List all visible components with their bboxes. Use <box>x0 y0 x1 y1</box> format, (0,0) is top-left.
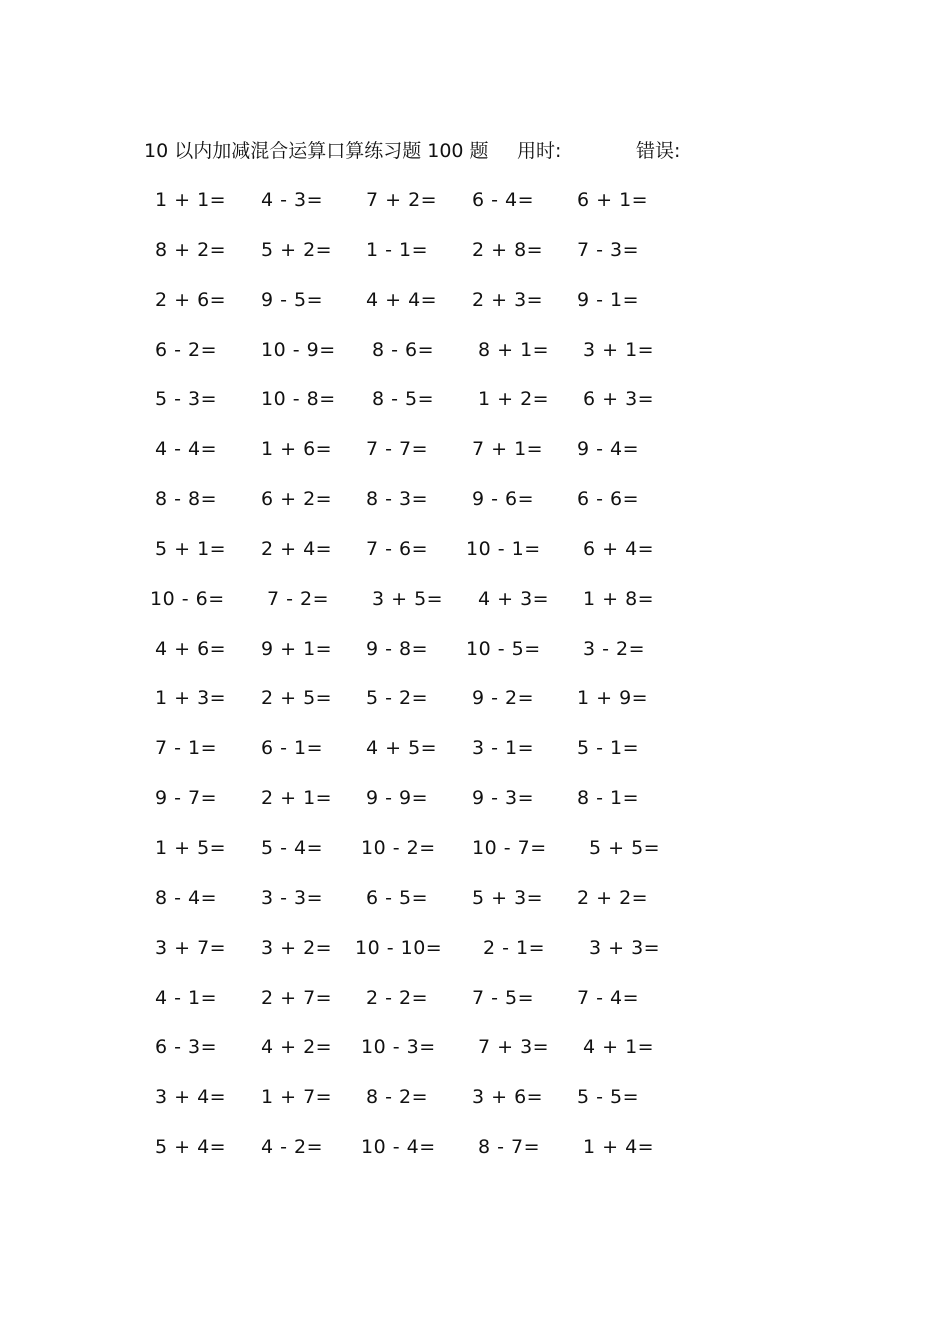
error-count-label: 错误: <box>636 140 681 162</box>
arithmetic-problem: 3 + 4= <box>155 1086 227 1109</box>
arithmetic-problem: 4 + 3= <box>478 587 550 610</box>
arithmetic-problem: 6 - 2= <box>155 338 218 361</box>
arithmetic-problem: 2 - 1= <box>483 936 546 959</box>
arithmetic-problem: 8 - 2= <box>366 1086 429 1109</box>
arithmetic-problem: 2 + 8= <box>472 238 544 261</box>
arithmetic-problem: 2 + 6= <box>155 288 227 311</box>
arithmetic-problem: 1 + 2= <box>478 388 550 411</box>
arithmetic-problem: 10 - 4= <box>361 1136 436 1159</box>
problem-row <box>0 884 950 934</box>
arithmetic-problem: 6 + 1= <box>577 189 649 211</box>
arithmetic-problem: 4 - 2= <box>261 1136 324 1159</box>
problem-row <box>0 934 950 984</box>
arithmetic-problem: 4 + 1= <box>583 1036 655 1059</box>
problem-row <box>0 585 950 635</box>
arithmetic-problem: 5 - 5= <box>577 1086 640 1109</box>
problem-row <box>0 984 950 1034</box>
arithmetic-problem: 1 + 9= <box>577 687 649 710</box>
arithmetic-problem: 5 + 2= <box>261 238 333 261</box>
arithmetic-problem: 8 - 3= <box>366 488 429 511</box>
arithmetic-problem: 10 - 10= <box>355 936 443 959</box>
arithmetic-problem: 4 - 1= <box>155 986 218 1009</box>
arithmetic-problem: 6 - 1= <box>261 737 324 760</box>
arithmetic-problem: 8 - 4= <box>155 886 218 909</box>
arithmetic-problem: 3 + 7= <box>155 936 227 959</box>
arithmetic-problem: 5 - 1= <box>577 737 640 760</box>
arithmetic-problem: 2 + 2= <box>577 886 649 909</box>
worksheet-header <box>0 137 950 165</box>
arithmetic-problem: 7 - 6= <box>366 537 429 560</box>
arithmetic-problem: 10 - 6= <box>150 587 225 610</box>
arithmetic-problem: 3 + 1= <box>583 338 655 361</box>
arithmetic-problem: 2 - 2= <box>366 986 429 1009</box>
problem-row <box>0 684 950 734</box>
arithmetic-problem: 9 - 4= <box>577 438 640 461</box>
arithmetic-problem: 2 + 3= <box>472 288 544 311</box>
arithmetic-problem: 5 + 3= <box>472 886 544 909</box>
arithmetic-problem: 7 + 1= <box>472 438 544 461</box>
arithmetic-problem: 4 - 3= <box>261 189 324 211</box>
arithmetic-problem: 3 + 2= <box>261 936 333 959</box>
arithmetic-problem: 10 - 9= <box>261 338 336 361</box>
arithmetic-problem: 9 - 6= <box>472 488 535 511</box>
worksheet-title: 10 以内加减混合运算口算练习题 100 题 <box>144 140 489 162</box>
arithmetic-problem: 8 - 8= <box>155 488 218 511</box>
arithmetic-problem: 3 + 3= <box>589 936 661 959</box>
arithmetic-problem: 4 + 5= <box>366 737 438 760</box>
arithmetic-problem: 4 + 6= <box>155 637 227 660</box>
arithmetic-problem: 1 + 6= <box>261 438 333 461</box>
problem-row <box>0 435 950 485</box>
arithmetic-problem: 4 - 4= <box>155 438 218 461</box>
arithmetic-problem: 5 - 2= <box>366 687 429 710</box>
arithmetic-problem: 10 - 7= <box>472 836 547 859</box>
arithmetic-problem: 9 - 8= <box>366 637 429 660</box>
arithmetic-problem: 3 - 3= <box>261 886 324 909</box>
problem-row <box>0 635 950 685</box>
arithmetic-problem: 10 - 8= <box>261 388 336 411</box>
arithmetic-problem: 5 + 4= <box>155 1136 227 1159</box>
arithmetic-problem: 1 + 3= <box>155 687 227 710</box>
arithmetic-problem: 10 - 1= <box>466 537 541 560</box>
problem-grid <box>0 186 950 1183</box>
arithmetic-problem: 6 - 4= <box>472 189 535 211</box>
problem-row <box>0 385 950 435</box>
arithmetic-problem: 8 - 5= <box>372 388 435 411</box>
arithmetic-problem: 8 + 2= <box>155 238 227 261</box>
arithmetic-problem: 7 - 4= <box>577 986 640 1009</box>
arithmetic-problem: 9 - 1= <box>577 288 640 311</box>
problem-row <box>0 186 950 236</box>
problem-row <box>0 236 950 286</box>
arithmetic-problem: 8 + 1= <box>478 338 550 361</box>
problem-row <box>0 535 950 585</box>
arithmetic-problem: 3 + 6= <box>472 1086 544 1109</box>
arithmetic-problem: 2 + 5= <box>261 687 333 710</box>
arithmetic-problem: 7 - 3= <box>577 238 640 261</box>
problem-row <box>0 485 950 535</box>
arithmetic-problem: 8 - 1= <box>577 787 640 810</box>
arithmetic-problem: 7 + 2= <box>366 189 438 211</box>
arithmetic-problem: 8 - 6= <box>372 338 435 361</box>
problem-row <box>0 1083 950 1133</box>
arithmetic-problem: 10 - 2= <box>361 836 436 859</box>
arithmetic-problem: 7 - 5= <box>472 986 535 1009</box>
arithmetic-problem: 6 + 2= <box>261 488 333 511</box>
problem-row <box>0 286 950 336</box>
arithmetic-problem: 1 + 4= <box>583 1136 655 1159</box>
problem-row <box>0 834 950 884</box>
arithmetic-problem: 3 - 2= <box>583 637 646 660</box>
arithmetic-problem: 1 - 1= <box>366 238 429 261</box>
arithmetic-problem: 7 + 3= <box>478 1036 550 1059</box>
arithmetic-problem: 6 + 3= <box>583 388 655 411</box>
arithmetic-problem: 8 - 7= <box>478 1136 541 1159</box>
arithmetic-problem: 5 - 3= <box>155 388 218 411</box>
time-used-label: 用时: <box>517 140 562 162</box>
arithmetic-problem: 10 - 3= <box>361 1036 436 1059</box>
arithmetic-problem: 2 + 7= <box>261 986 333 1009</box>
arithmetic-problem: 3 - 1= <box>472 737 535 760</box>
arithmetic-problem: 2 + 4= <box>261 537 333 560</box>
arithmetic-problem: 3 + 5= <box>372 587 444 610</box>
arithmetic-problem: 9 - 5= <box>261 288 324 311</box>
arithmetic-problem: 9 - 2= <box>472 687 535 710</box>
problem-row <box>0 1033 950 1083</box>
arithmetic-problem: 9 - 7= <box>155 787 218 810</box>
arithmetic-problem: 1 + 1= <box>155 189 227 211</box>
arithmetic-problem: 1 + 7= <box>261 1086 333 1109</box>
problem-row <box>0 1133 950 1183</box>
arithmetic-problem: 7 - 2= <box>267 587 330 610</box>
arithmetic-problem: 6 - 6= <box>577 488 640 511</box>
arithmetic-problem: 1 + 8= <box>583 587 655 610</box>
arithmetic-problem: 5 - 4= <box>261 836 324 859</box>
arithmetic-problem: 9 - 9= <box>366 787 429 810</box>
arithmetic-problem: 2 + 1= <box>261 787 333 810</box>
arithmetic-problem: 5 + 1= <box>155 537 227 560</box>
arithmetic-problem: 6 - 5= <box>366 886 429 909</box>
problem-row <box>0 784 950 834</box>
arithmetic-problem: 10 - 5= <box>466 637 541 660</box>
arithmetic-problem: 7 - 7= <box>366 438 429 461</box>
arithmetic-problem: 4 + 2= <box>261 1036 333 1059</box>
arithmetic-problem: 9 + 1= <box>261 637 333 660</box>
arithmetic-problem: 1 + 5= <box>155 836 227 859</box>
arithmetic-problem: 7 - 1= <box>155 737 218 760</box>
arithmetic-problem: 4 + 4= <box>366 288 438 311</box>
arithmetic-problem: 6 - 3= <box>155 1036 218 1059</box>
arithmetic-problem: 9 - 3= <box>472 787 535 810</box>
problem-row <box>0 734 950 784</box>
arithmetic-problem: 6 + 4= <box>583 537 655 560</box>
arithmetic-problem: 5 + 5= <box>589 836 661 859</box>
problem-row <box>0 336 950 386</box>
